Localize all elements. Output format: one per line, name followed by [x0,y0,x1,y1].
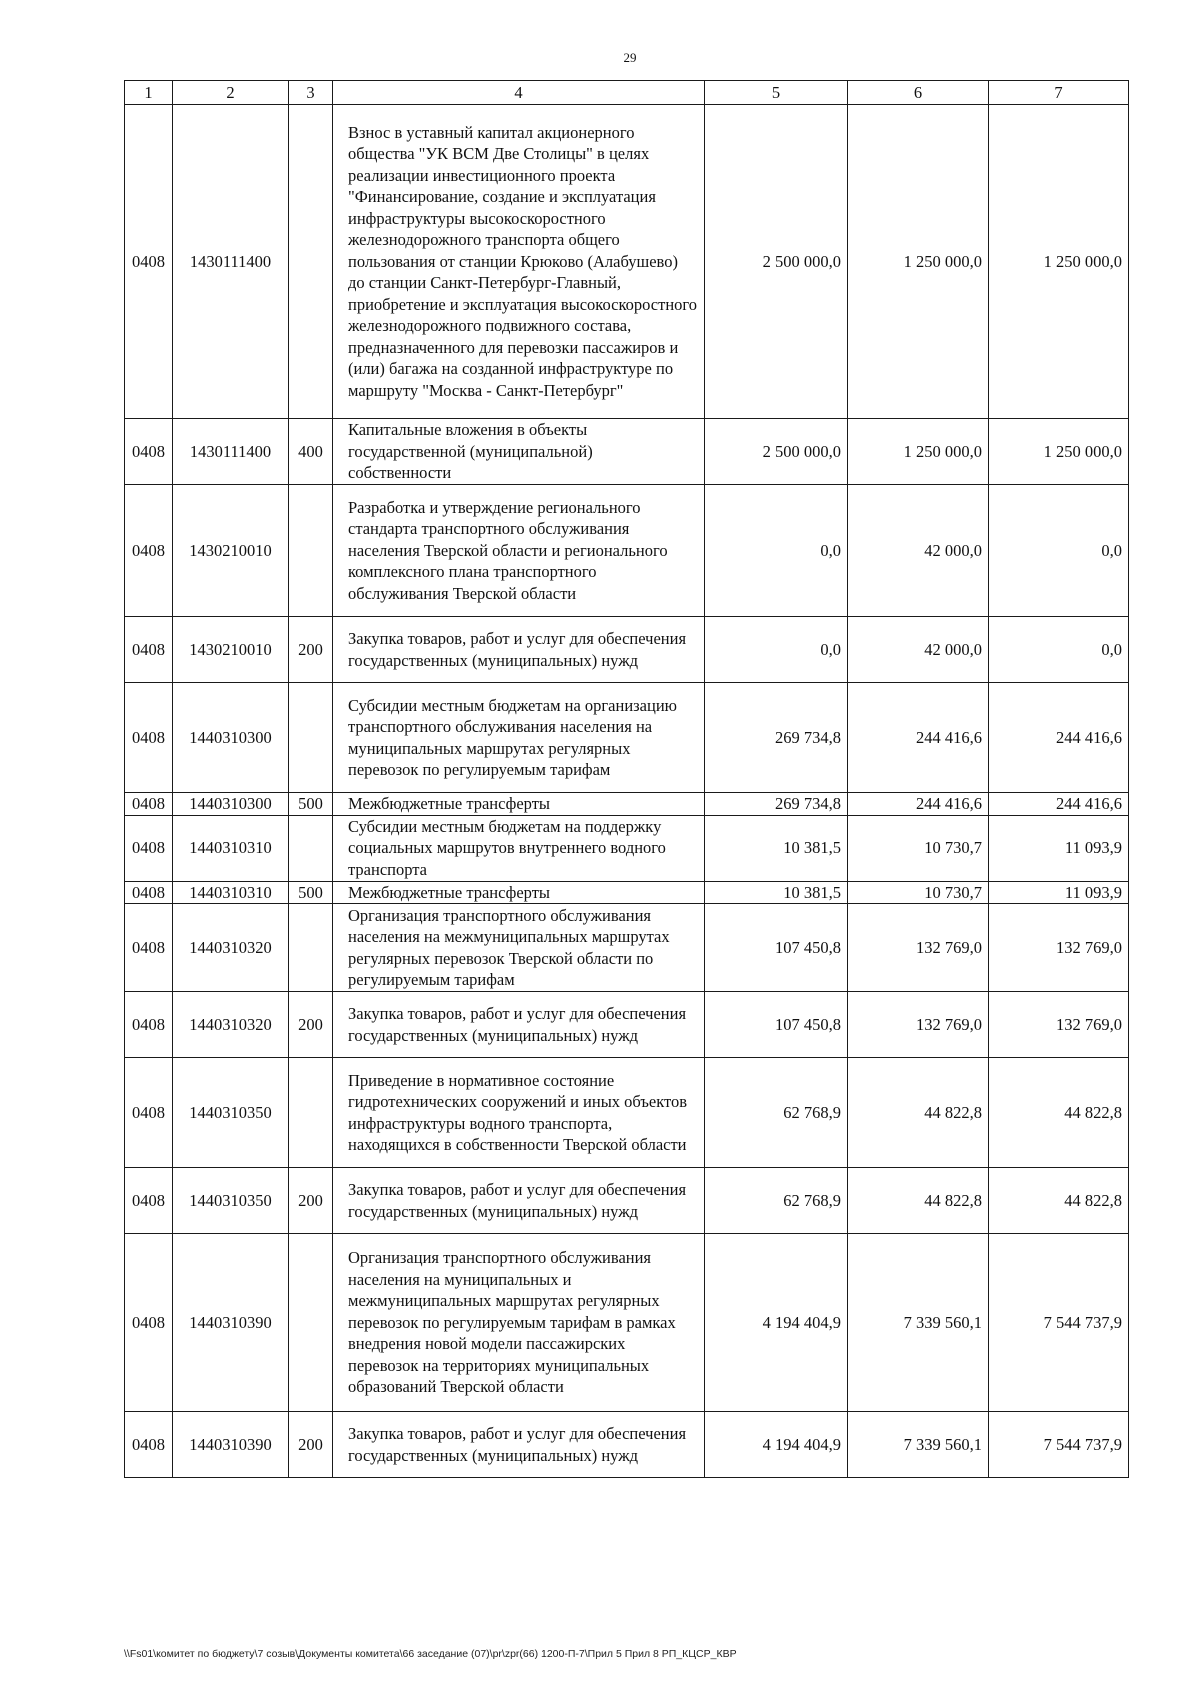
section-code: 0408 [125,815,173,881]
amount-col-7: 11 093,9 [989,815,1129,881]
target-code: 1430210010 [173,617,289,683]
amount-col-5: 2 500 000,0 [705,105,848,419]
table-row [125,105,1129,419]
description: Закупка товаров, работ и услуг для обеспечения государственных (муниципальных) нужд [333,1168,705,1234]
table-row [125,683,1129,793]
expense-type-code [289,105,333,419]
expense-type-code: 200 [289,1412,333,1478]
amount-col-7: 1 250 000,0 [989,105,1129,419]
target-code: 1440310300 [173,793,289,816]
budget-table [124,80,1129,1478]
amount-col-6: 1 250 000,0 [848,105,989,419]
target-code: 1440310350 [173,1058,289,1168]
header-col-4: 4 [333,81,705,105]
amount-col-5: 0,0 [705,485,848,617]
description: Взнос в уставный капитал акционерного общества "УК ВСМ Две Столицы" в целях реализации инвестиционного проекта "Финансирование, создание и эксплуатация инфраструктуры высокоскоростного железнодорожного транспорта общего пользования от станции Крюково (Алабушево) до станции Санкт-Петербург-Главный, приобретение и эксплуатация высокоскоростного железнодорожного подвижного состава, предназначенного для перевозки пассажиров и (или) багажа на созданной инфраструктуре по маршруту "Москва - Санкт-Петербург" [333,105,705,419]
description: Закупка товаров, работ и услуг для обеспечения государственных (муниципальных) нужд [333,1412,705,1478]
table-row [125,1412,1129,1478]
header-col-3: 3 [289,81,333,105]
section-code: 0408 [125,881,173,904]
amount-col-5: 107 450,8 [705,992,848,1058]
header-col-1: 1 [125,81,173,105]
amount-col-6: 42 000,0 [848,485,989,617]
target-code: 1440310300 [173,683,289,793]
description: Межбюджетные трансферты [333,881,705,904]
amount-col-6: 44 822,8 [848,1168,989,1234]
section-code: 0408 [125,904,173,992]
description: Капитальные вложения в объекты государственной (муниципальной) собственности [333,419,705,485]
header-row [125,81,1129,105]
table-row [125,793,1129,816]
amount-col-5: 2 500 000,0 [705,419,848,485]
amount-col-5: 4 194 404,9 [705,1234,848,1412]
description: Закупка товаров, работ и услуг для обеспечения государственных (муниципальных) нужд [333,992,705,1058]
section-code: 0408 [125,683,173,793]
amount-col-7: 11 093,9 [989,881,1129,904]
amount-col-6: 244 416,6 [848,683,989,793]
amount-col-6: 132 769,0 [848,992,989,1058]
amount-col-5: 269 734,8 [705,683,848,793]
amount-col-6: 1 250 000,0 [848,419,989,485]
section-code: 0408 [125,105,173,419]
amount-col-5: 10 381,5 [705,881,848,904]
table-body [125,105,1129,1478]
section-code: 0408 [125,793,173,816]
amount-col-6: 10 730,7 [848,881,989,904]
section-code: 0408 [125,617,173,683]
target-code: 1440310320 [173,992,289,1058]
expense-type-code [289,485,333,617]
amount-col-7: 0,0 [989,485,1129,617]
amount-col-7: 132 769,0 [989,904,1129,992]
description: Разработка и утверждение регионального стандарта транспортного обслуживания населения Тверской области и регионального комплексного плана транспортного обслуживания Тверской области [333,485,705,617]
table-row [125,992,1129,1058]
section-code: 0408 [125,419,173,485]
header-col-7: 7 [989,81,1129,105]
expense-type-code [289,904,333,992]
description: Субсидии местным бюджетам на организацию транспортного обслуживания населения на муниципальных маршрутах регулярных перевозок по регулируемым тарифам [333,683,705,793]
page-number: 29 [623,50,637,65]
expense-type-code [289,683,333,793]
table-row [125,419,1129,485]
amount-col-6: 132 769,0 [848,904,989,992]
table-header [125,81,1129,105]
amount-col-7: 7 544 737,9 [989,1412,1129,1478]
target-code: 1440310390 [173,1234,289,1412]
table-row [125,881,1129,904]
amount-col-7: 132 769,0 [989,992,1129,1058]
expense-type-code [289,815,333,881]
target-code: 1430111400 [173,105,289,419]
amount-col-7: 0,0 [989,617,1129,683]
amount-col-6: 10 730,7 [848,815,989,881]
amount-col-5: 10 381,5 [705,815,848,881]
amount-col-7: 244 416,6 [989,683,1129,793]
amount-col-5: 0,0 [705,617,848,683]
target-code: 1430111400 [173,419,289,485]
expense-type-code [289,1234,333,1412]
table-row [125,815,1129,881]
description: Приведение в нормативное состояние гидротехнических сооружений и иных объектов инфраструктуры водного транспорта, находящихся в собственности Тверской области [333,1058,705,1168]
expense-type-code: 500 [289,881,333,904]
target-code: 1440310350 [173,1168,289,1234]
header-col-6: 6 [848,81,989,105]
amount-col-7: 244 416,6 [989,793,1129,816]
expense-type-code: 200 [289,992,333,1058]
amount-col-5: 62 768,9 [705,1058,848,1168]
table-row [125,1234,1129,1412]
expense-type-code [289,1058,333,1168]
amount-col-5: 107 450,8 [705,904,848,992]
amount-col-5: 269 734,8 [705,793,848,816]
amount-col-7: 44 822,8 [989,1058,1129,1168]
description: Организация транспортного обслуживания населения на межмуниципальных маршрутах регулярных перевозок Тверской области по регулируемым тарифам [333,904,705,992]
target-code: 1430210010 [173,485,289,617]
expense-type-code: 200 [289,1168,333,1234]
expense-type-code: 400 [289,419,333,485]
amount-col-6: 7 339 560,1 [848,1234,989,1412]
amount-col-6: 244 416,6 [848,793,989,816]
description: Межбюджетные трансферты [333,793,705,816]
description: Организация транспортного обслуживания населения на муниципальных и межмуниципальных маршрутах регулярных перевозок по регулируемым тарифам в рамках внедрения новой модели пассажирских перевозок на территориях муниципальных образований Тверской области [333,1234,705,1412]
amount-col-7: 7 544 737,9 [989,1234,1129,1412]
expense-type-code: 500 [289,793,333,816]
table-row [125,1058,1129,1168]
table-row [125,1168,1129,1234]
section-code: 0408 [125,1058,173,1168]
amount-col-5: 62 768,9 [705,1168,848,1234]
target-code: 1440310390 [173,1412,289,1478]
section-code: 0408 [125,1168,173,1234]
header-col-2: 2 [173,81,289,105]
section-code: 0408 [125,1234,173,1412]
section-code: 0408 [125,1412,173,1478]
amount-col-6: 42 000,0 [848,617,989,683]
table-row [125,904,1129,992]
amount-col-5: 4 194 404,9 [705,1412,848,1478]
header-col-5: 5 [705,81,848,105]
expense-type-code: 200 [289,617,333,683]
target-code: 1440310320 [173,904,289,992]
table-row [125,617,1129,683]
amount-col-7: 44 822,8 [989,1168,1129,1234]
target-code: 1440310310 [173,881,289,904]
amount-col-7: 1 250 000,0 [989,419,1129,485]
footer-file-path: \\Fs01\комитет по бюджету\7 созыв\Документы комитета\66 заседание (07)\pr\zpr(66) 1200-П-7\Прил 5 Прил 8 РП_КЦСР_КВР [124,1648,737,1660]
table-row [125,485,1129,617]
description: Субсидии местным бюджетам на поддержку социальных маршрутов внутреннего водного транспорта [333,815,705,881]
section-code: 0408 [125,485,173,617]
description: Закупка товаров, работ и услуг для обеспечения государственных (муниципальных) нужд [333,617,705,683]
amount-col-6: 44 822,8 [848,1058,989,1168]
section-code: 0408 [125,992,173,1058]
amount-col-6: 7 339 560,1 [848,1412,989,1478]
target-code: 1440310310 [173,815,289,881]
